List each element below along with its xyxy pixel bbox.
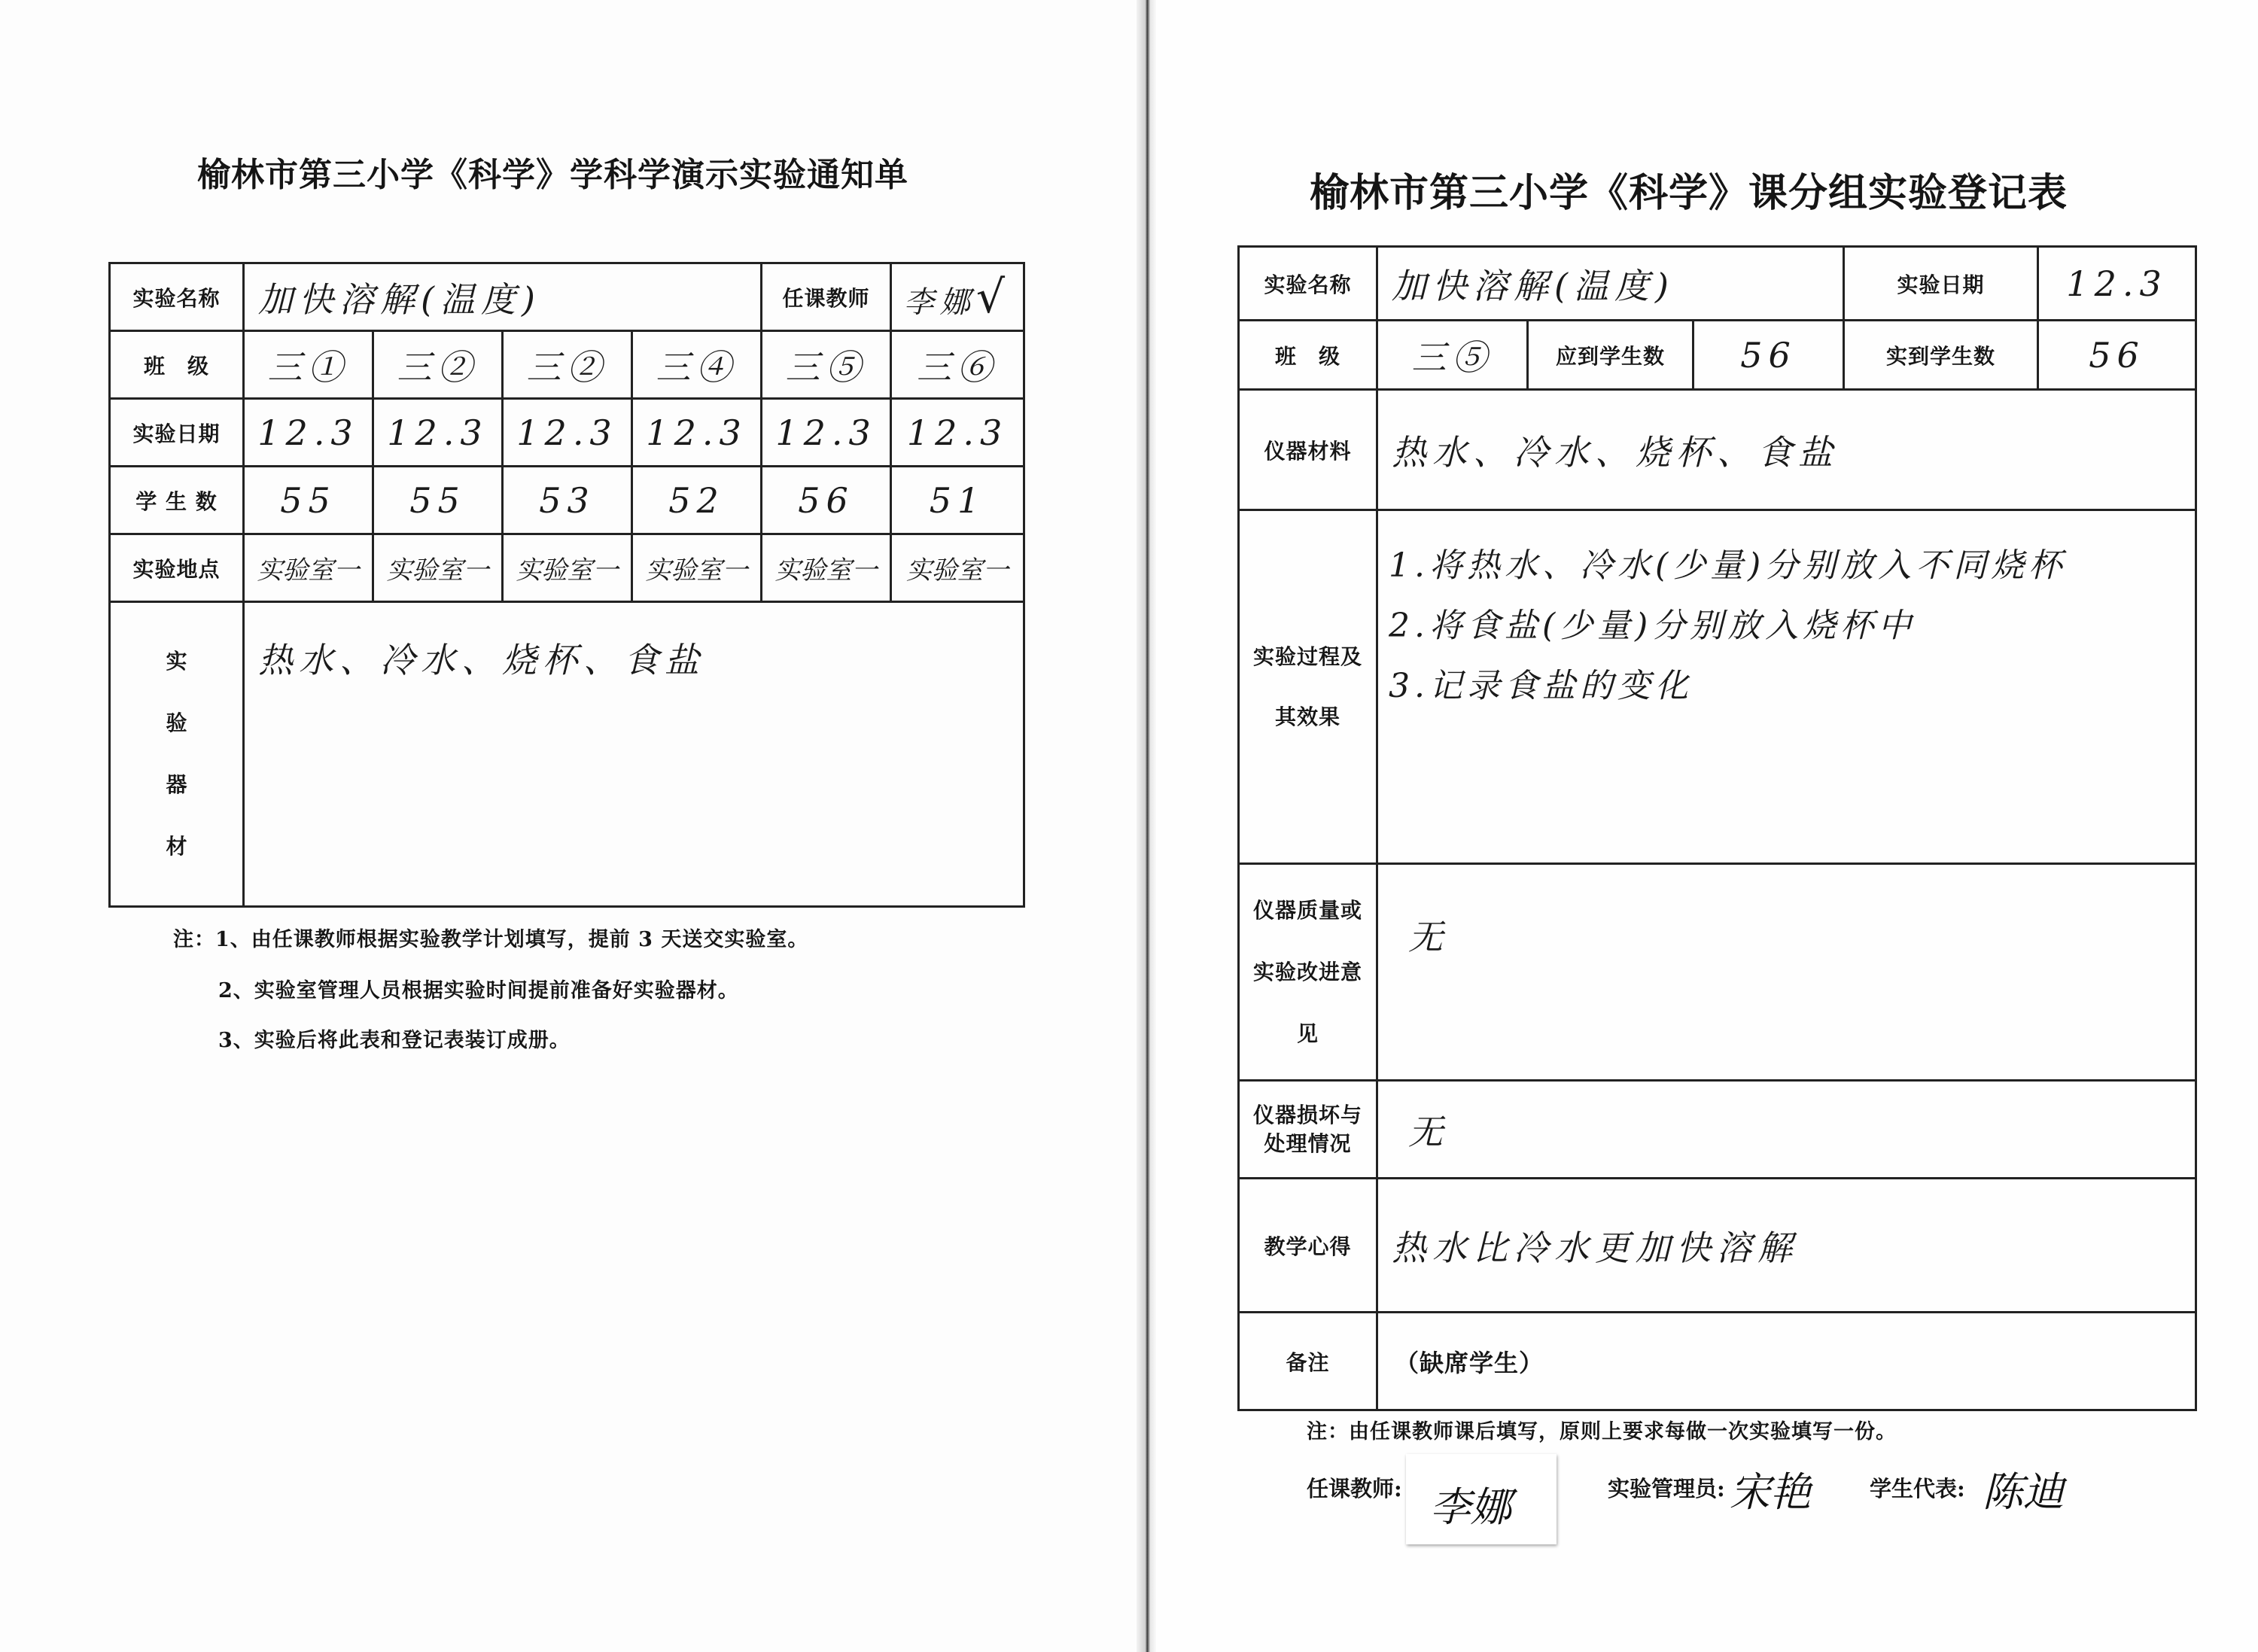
date-cell: 12.3	[373, 399, 503, 467]
date-cell: 12.3	[632, 399, 762, 467]
process-step: 1.将热水、冷水(少量)分别放入不同烧杯	[1389, 546, 2067, 585]
location-cell: 实验室一	[762, 534, 891, 602]
students-cell: 51	[891, 467, 1024, 534]
label-damage: 仪器损坏与处理情况	[1239, 1081, 1377, 1179]
experiment-name-value: 加快溶解(温度)	[244, 263, 762, 331]
admin-label: 实验管理员:	[1608, 1476, 1725, 1501]
check-mark-icon: √	[975, 270, 1012, 324]
students-cell: 55	[373, 467, 503, 534]
label-remarks: 备注	[1239, 1313, 1377, 1410]
label-teacher: 任课教师	[762, 263, 891, 331]
label-class: 班 级	[1239, 321, 1377, 390]
location-cell: 实验室一	[503, 534, 632, 602]
label-quality: 仪器质量或实验改进意见	[1239, 864, 1377, 1081]
location-cell: 实验室一	[373, 534, 503, 602]
date-cell: 12.3	[503, 399, 632, 467]
date-value: 12.3	[2038, 247, 2196, 321]
notification-table	[108, 262, 1025, 908]
date-cell: 12.3	[891, 399, 1024, 467]
class-cell: 三④	[632, 331, 762, 399]
location-cell: 实验室一	[632, 534, 762, 602]
label-location: 实验地点	[110, 534, 244, 602]
label-char: 验	[166, 710, 187, 735]
date-cell: 12.3	[244, 399, 373, 467]
materials-value: 热水、冷水、烧杯、食盐	[1377, 390, 2196, 510]
student-rep-signature: 陈迪	[1983, 1468, 2064, 1516]
class-cell: 三⑤	[762, 331, 891, 399]
process-step: 2.将食盐(少量)分别放入烧杯中	[1389, 607, 1916, 645]
label-date: 实验日期	[110, 399, 244, 467]
left-note-1: 注：1、由任课教师根据实验教学计划填写，提前 3 天送交实验室。	[173, 928, 809, 951]
students-cell: 56	[762, 467, 891, 534]
experiment-name-value: 加快溶解(温度)	[1377, 247, 1844, 321]
label-char: 实	[166, 649, 187, 674]
registration-table	[1237, 245, 2197, 1411]
right-page-title: 榆林市第三小学《科学》课分组实验登记表	[1310, 171, 2068, 216]
label-students: 学 生 数	[110, 467, 244, 534]
actual-students-value: 56	[2038, 321, 2196, 390]
label-experiment-name: 实验名称	[1239, 247, 1377, 321]
right-note: 注：由任课教师课后填写，原则上要求每做一次实验填写一份。	[1307, 1420, 1897, 1444]
label-date: 实验日期	[1844, 247, 2038, 321]
process-value	[1377, 510, 2196, 864]
class-cell: 三②	[373, 331, 503, 399]
left-note-3: 3、实验后将此表和登记表装订成册。	[218, 1029, 571, 1052]
teacher-value	[891, 263, 1024, 331]
expected-students-value: 56	[1694, 321, 1844, 390]
class-cell: 三⑥	[891, 331, 1024, 399]
label-materials: 仪器材料	[1239, 390, 1377, 510]
left-page-title: 榆林市第三小学《科学》学科学演示实验通知单	[197, 156, 908, 194]
reflection-value: 热水比冷水更加快溶解	[1377, 1179, 2196, 1313]
label-equipment	[110, 602, 244, 907]
damage-value: 无	[1377, 1081, 2196, 1179]
teacher-signature: 李娜	[1430, 1483, 1511, 1531]
label-char: 器	[166, 772, 187, 797]
book-spine	[1137, 0, 1156, 1652]
students-cell: 55	[244, 467, 373, 534]
label-experiment-name: 实验名称	[110, 263, 244, 331]
remarks-value: （缺席学生）	[1377, 1313, 2196, 1410]
label-class: 班 级	[110, 331, 244, 399]
location-cell: 实验室一	[891, 534, 1024, 602]
student-rep-label: 学生代表:	[1870, 1476, 1965, 1501]
process-step: 3.记录食盐的变化	[1389, 667, 1693, 705]
label-process: 实验过程及其效果	[1239, 510, 1377, 864]
date-cell: 12.3	[762, 399, 891, 467]
label-reflection: 教学心得	[1239, 1179, 1377, 1313]
teacher-label: 任课教师:	[1307, 1476, 1402, 1501]
class-value: 三⑤	[1377, 321, 1528, 390]
label-expected-students: 应到学生数	[1528, 321, 1694, 390]
quality-value: 无	[1377, 864, 2196, 1081]
equipment-value: 热水、冷水、烧杯、食盐	[244, 602, 1024, 907]
teacher-name: 李娜	[903, 284, 976, 320]
class-cell: 三②	[503, 331, 632, 399]
students-cell: 52	[632, 467, 762, 534]
admin-signature: 宋艳	[1730, 1468, 1811, 1516]
location-cell: 实验室一	[244, 534, 373, 602]
students-cell: 53	[503, 467, 632, 534]
label-actual-students: 实到学生数	[1844, 321, 2038, 390]
class-cell: 三①	[244, 331, 373, 399]
label-char: 材	[166, 834, 187, 859]
left-note-2: 2、实验室管理人员根据实验时间提前准备好实验器材。	[218, 979, 739, 1002]
